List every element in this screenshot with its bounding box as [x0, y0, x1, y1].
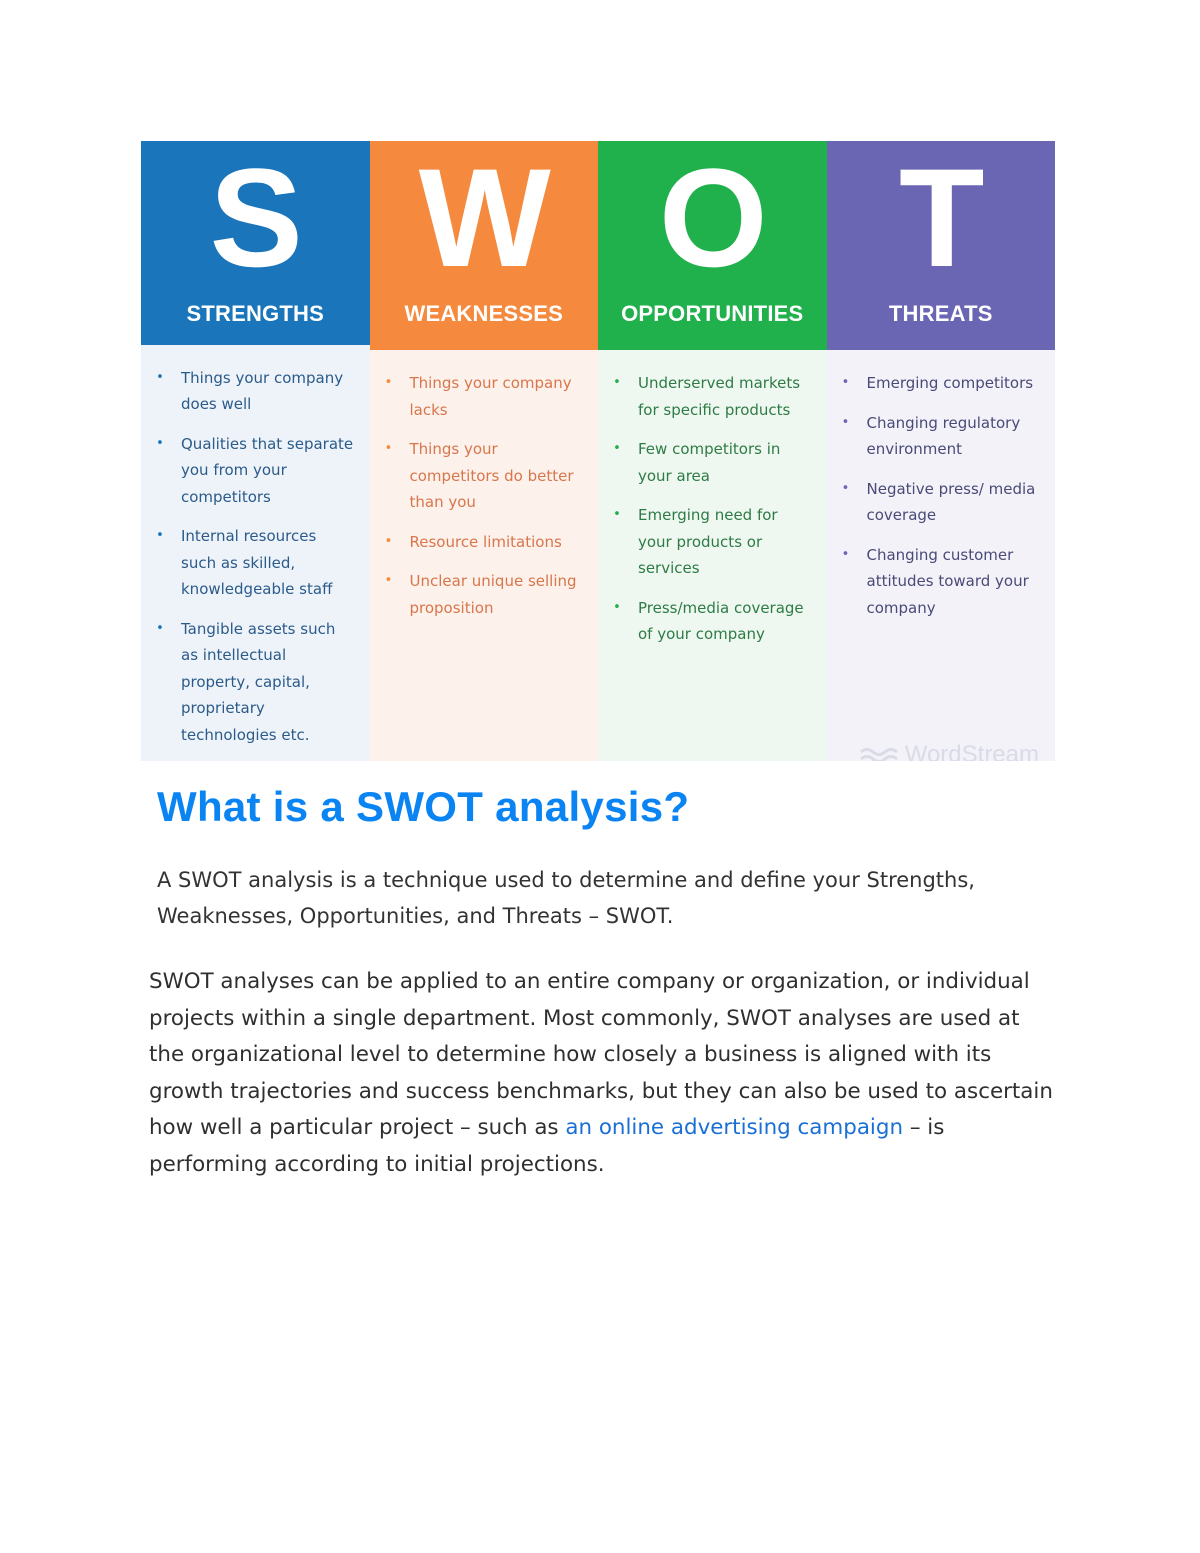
bullet-icon: • [156, 435, 164, 451]
list-item: • Emerging need for your products or services [612, 502, 813, 582]
bullet-icon: • [156, 620, 164, 636]
list-item: • Few competitors in your area [612, 436, 813, 489]
list-item: • Things your company lacks [384, 370, 585, 423]
strengths-list [155, 365, 356, 749]
online-advertising-link[interactable]: an online advertising campaign [565, 1115, 904, 1140]
bullet-icon: • [384, 441, 393, 456]
bullet-icon: • [384, 533, 393, 549]
watermark-text: WordStream [904, 741, 1039, 761]
threats-title: THREATS [888, 301, 993, 326]
strengths-header [141, 141, 370, 345]
threats-list [841, 370, 1042, 621]
opportunities-column [598, 141, 827, 761]
bullet-icon: • [613, 441, 621, 456]
weaknesses-header [370, 141, 599, 350]
bullet-icon: • [384, 573, 393, 588]
list-item: • Qualities that separate you from your competitors [155, 431, 356, 511]
weaknesses-column [370, 141, 599, 761]
weaknesses-body [370, 350, 599, 761]
threats-column [827, 141, 1056, 761]
strengths-title: STRENGTHS [186, 301, 324, 326]
bullet-icon: • [841, 480, 850, 496]
list-item: • Negative press/ media coverage [841, 476, 1042, 529]
list-item: • Changing customer attitudes toward your company [841, 542, 1042, 622]
intro-paragraph: A SWOT analysis is a technique used to determine and define your Strengths, Weaknesses, Opportunities, and Threats – SWOT. [157, 868, 975, 928]
strengths-letter: S [209, 141, 301, 296]
bullet-icon: • [613, 375, 621, 390]
bullet-icon: • [156, 528, 164, 543]
wordstream-watermark [859, 741, 1039, 761]
list-item: • Internal resources such as skilled, knowledgeable staff [155, 523, 356, 603]
list-item: • Press/media coverage of your company [612, 595, 813, 648]
page-title: What is a SWOT analysis? [157, 783, 690, 830]
bullet-icon: • [613, 599, 621, 615]
bullet-icon: • [613, 507, 621, 522]
wordstream-logo-icon [859, 746, 899, 761]
weaknesses-title: WEAKNESSES [404, 301, 563, 326]
opportunities-letter: O [658, 141, 766, 296]
threats-letter: T [898, 141, 983, 296]
bullet-icon: • [156, 369, 164, 385]
body-paragraph: SWOT analyses can be applied to an entire company or organization, or individual projects within a single department. Most commonly, SWOT analyses are used at the organizational level to determine how closely a business is aligned with its growth trajectories and success benchmarks, but they can also be used to ascertain how well a particular project – such as an online advertising campaign – is performing according to initial projections. [149, 969, 1053, 1177]
threats-body [827, 350, 1056, 761]
strengths-column [141, 141, 370, 761]
bullet-icon: • [384, 375, 393, 390]
list-item: • Unclear unique selling proposition [384, 568, 585, 621]
bullet-icon: • [841, 414, 850, 430]
list-item: • Things your company does well [155, 365, 356, 418]
strengths-body [141, 345, 370, 762]
opportunities-title: OPPORTUNITIES [621, 301, 804, 326]
list-item: • Tangible assets such as intellectual property, capital, proprietary technologies etc. [155, 616, 356, 749]
bullet-icon: • [841, 546, 850, 562]
bullet-icon: • [841, 375, 850, 390]
swot-graphic [141, 141, 1055, 761]
list-item: • Underserved markets for specific products [612, 370, 813, 423]
weaknesses-list [384, 370, 585, 621]
list-item: • Emerging competitors [841, 370, 1042, 397]
threats-header [827, 141, 1056, 350]
opportunities-list [612, 370, 813, 648]
opportunities-header [598, 141, 827, 350]
opportunities-body [598, 350, 827, 761]
weaknesses-letter: W [418, 141, 549, 296]
list-item: • Resource limitations [384, 529, 585, 556]
list-item: • Things your competitors do better than you [384, 436, 585, 516]
list-item: • Changing regulatory environment [841, 410, 1042, 463]
